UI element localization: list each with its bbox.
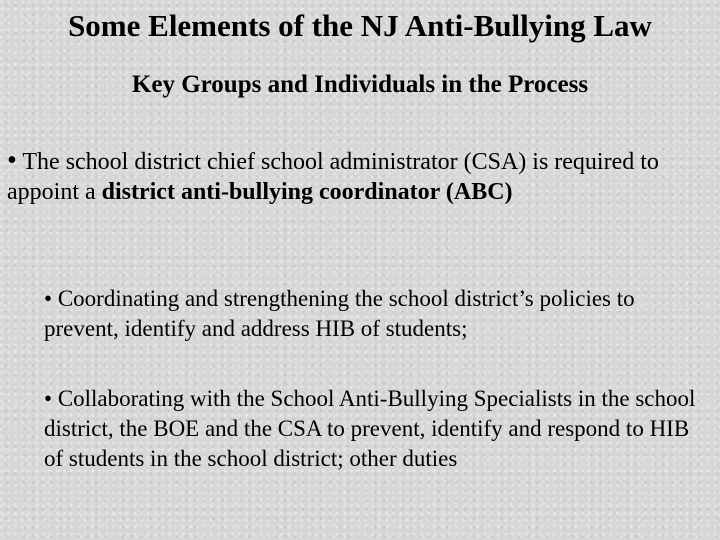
bullet-marker: •	[44, 386, 53, 411]
main-bullet-text: The school district chief school administrator (CSA) is required to appoint a	[7, 149, 659, 205]
sub-bullet-text: Coordinating and strengthening the school district’s policies to prevent, identify and address HIB of students;	[44, 286, 635, 341]
main-bullet	[7, 146, 707, 207]
sub-bullet-2	[44, 384, 704, 474]
sub-bullet-text: Collaborating with the School Anti-Bullying Specialists in the school district, the BOE and the CSA to prevent, identify and respond to HIB of students in the school district; other duties	[44, 386, 696, 471]
slide-subtitle: Key Groups and Individuals in the Process	[131, 71, 589, 98]
sub-bullet-1	[44, 284, 704, 344]
slide-title: Some Elements of the NJ Anti-Bullying Law	[68, 8, 652, 43]
bullet-marker: •	[7, 145, 17, 176]
main-bullet-bold-text: district anti-bullying coordinator (ABC)	[101, 179, 513, 205]
bullet-marker: •	[44, 286, 53, 311]
